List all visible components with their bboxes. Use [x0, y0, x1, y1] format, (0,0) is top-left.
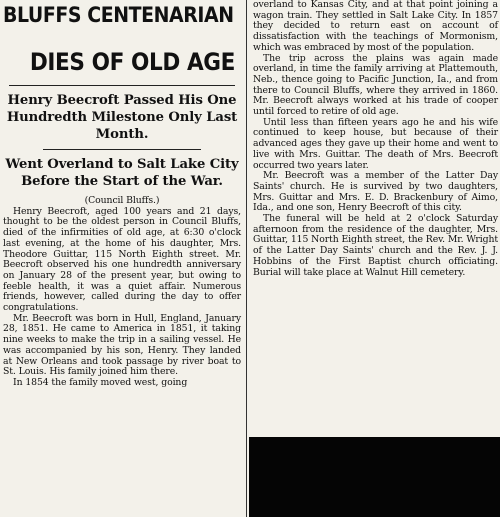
- deck-2: Went Overland to Salt Lake City Before the Start of the War.: [5, 157, 239, 189]
- right-column: [253, 0, 498, 278]
- article-paragraph: Henry Beecroft, aged 100 years and 21 days, thought to be the oldest person in Council Bluffs, died of the infirmities of old age, at 6:30 o'clock last evening, at the home of his daughter, Mrs. Theodore Guittar, 115 North Eighth street. Mr. Beecroft observed his one hundredth anniversary on January 28 of the present year, but owing to feeble health, it was a quiet affair. Numerous friends, however, called during the day to offer congratulations.: [3, 205, 241, 314]
- headline-line-1: BLUFFS CENTENARIAN: [3, 3, 234, 27]
- headline-line-2: DIES OF OLD AGE: [29, 48, 235, 76]
- blacked-out-region: [249, 437, 500, 517]
- headline-rule: [9, 85, 235, 86]
- article-paragraph: The funeral will be held at 2 o'clock Saturday afternoon from the residence of the daughter, Mrs. Guittar, 115 North Eighth street, the Rev. Mr. Wright of the Latter Day Saints' church and the Rev. J. J. Hobbins of the First Baptist church officiating. Burial will take place at Walnut Hill cemetery.: [253, 213, 498, 278]
- article-paragraph: Mr. Beecroft was a member of the Latter Day Saints' church. He is survived by two daughters, Mrs. Guittar and Mrs. E. D. Brackenbury of Aimo, Ida., and one son, Henry Beecroft of this city.: [253, 170, 498, 214]
- deck-rule: [43, 149, 201, 150]
- left-column: [3, 0, 241, 389]
- column-divider: [246, 0, 247, 517]
- article-paragraph: The trip across the plains was again made overland, in time the family arriving at Plattemouth, Neb., thence going to Pacific Junction, Ia., and from there to Council Bluffs, where they arrived in 1860. Mr. Beecroft always worked at his trade of cooper until forced to retire of old age.: [253, 52, 498, 118]
- article-paragraph: Mr. Beecroft was born in Hull, England, January 28, 1851. He came to America in 1851, it taking nine weeks to make the trip in a sailing vessel. He was accompanied by his son, Henry. They landed at New Orleans and took passage by river boat to St. Louis. His family joined him there.: [3, 312, 241, 378]
- deck-1: Henry Beecroft Passed His One Hundredth Milestone Only Last Month.: [6, 93, 238, 142]
- article-paragraph: In 1854 the family moved west, going: [13, 376, 188, 388]
- dateline: (Council Bluffs.): [84, 195, 160, 206]
- article-paragraph: Until less than fifteen years ago he and his wife continued to keep house, but because of their advanced ages they gave up their home and went to live with Mrs. Guittar. The death of Mrs. Beecroft occurred two years later.: [253, 116, 498, 171]
- article-paragraph: overland to Kansas City, and at that point joining a wagon train. They settled in Salt Lake City. In 1857 they decided to return east on account of dissatisfaction with the teachings of Mormonism, which was embraced by most of the population.: [253, 0, 498, 53]
